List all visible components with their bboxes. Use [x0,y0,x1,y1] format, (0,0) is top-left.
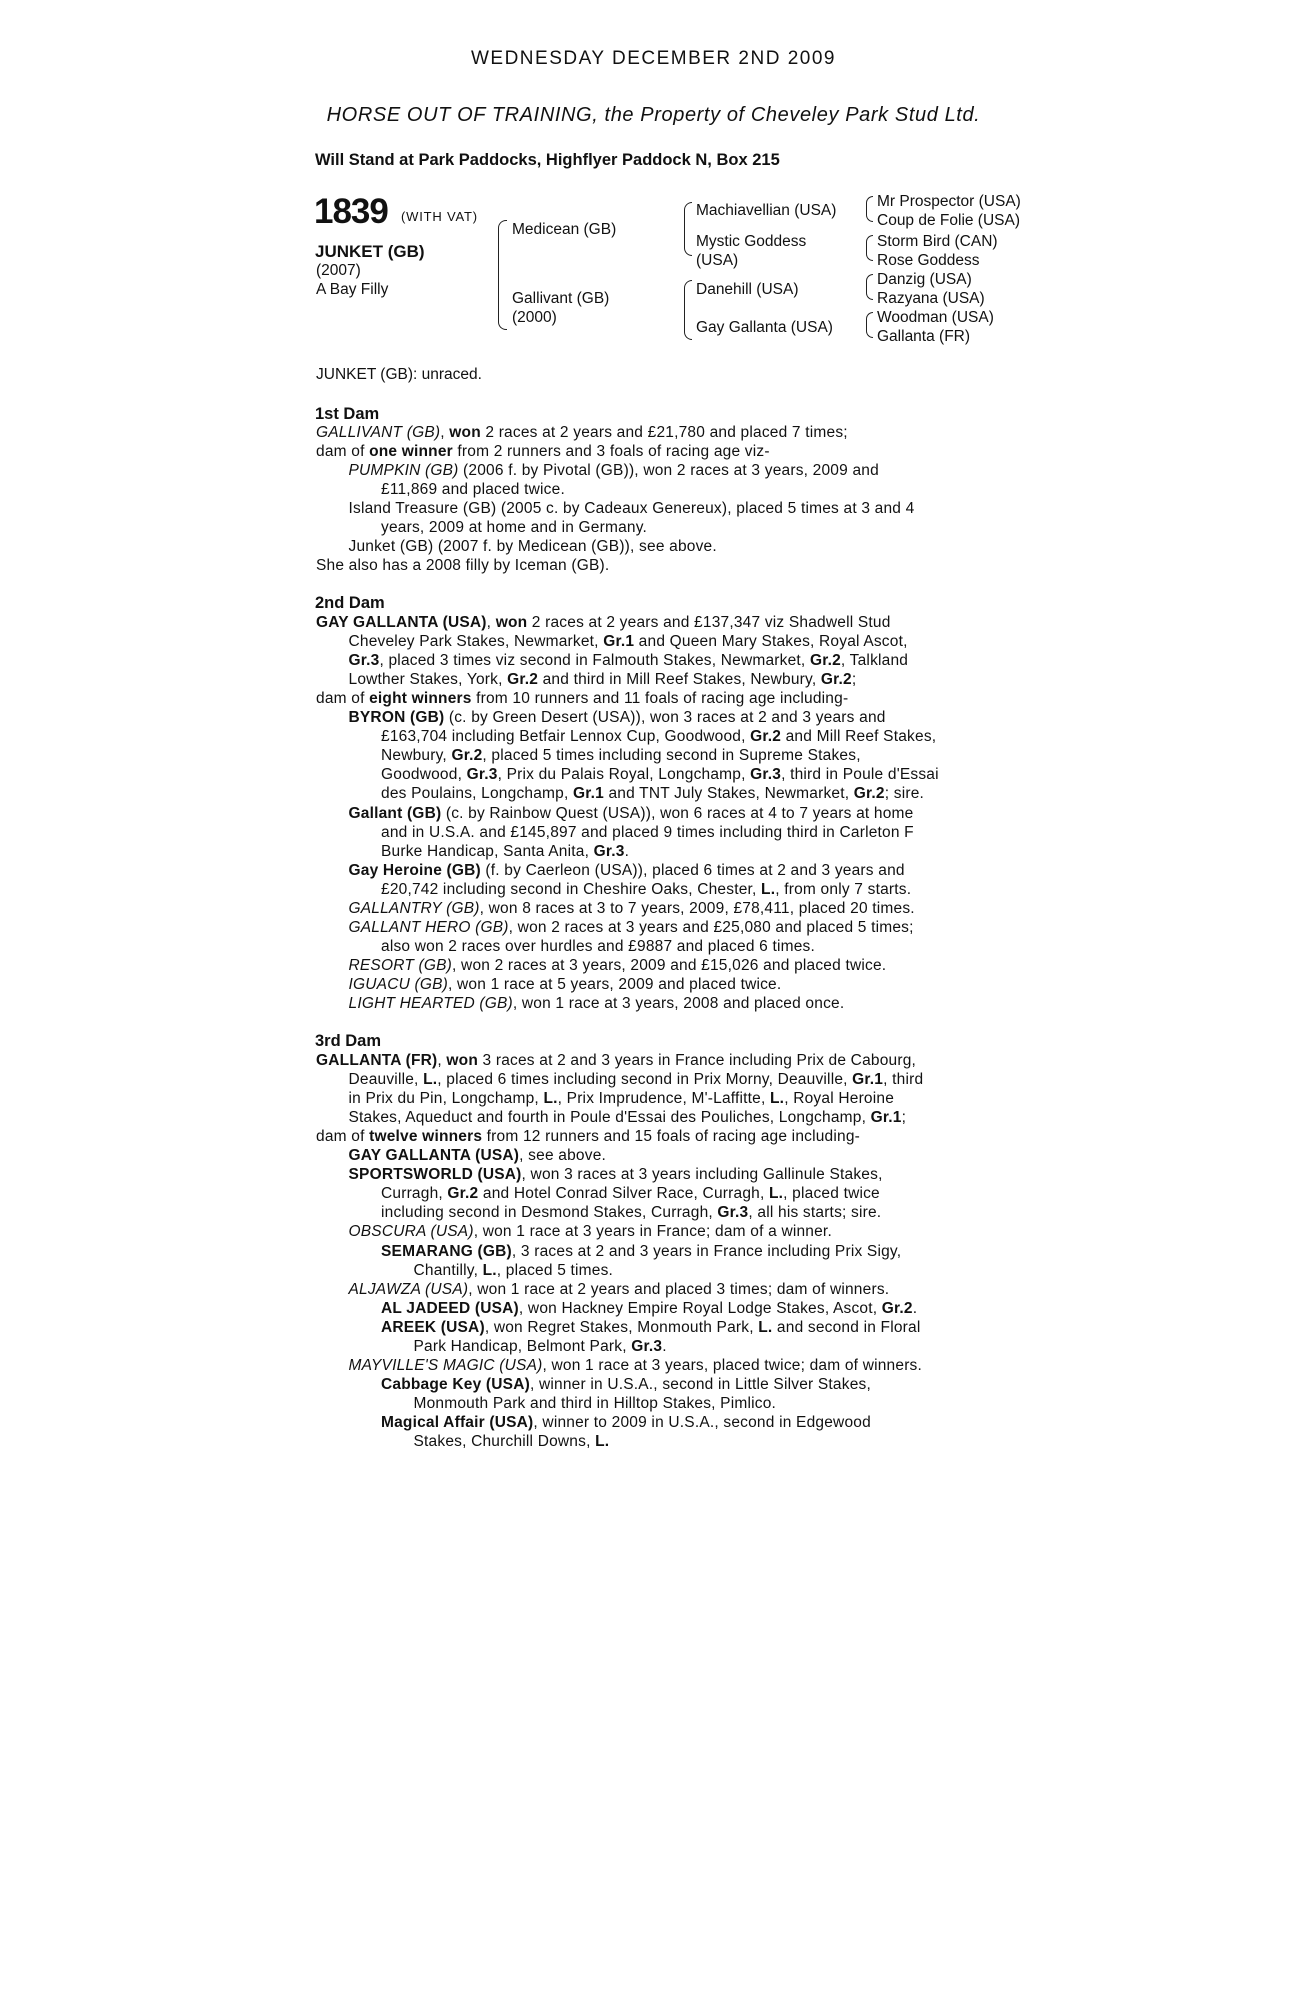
pedigree-brace [684,280,692,340]
pedigree-gen3: Coup de Folie (USA) [877,212,1021,229]
date-header: WEDNESDAY DECEMBER 2ND 2009 [470,48,836,69]
pedigree-gen3: Rose Goddess [877,252,980,269]
second-dam-line: LIGHT HEARTED (GB), won 1 race at 3 years, 2008 and placed once. [348,995,845,1012]
first-dam-line: Island Treasure (GB) (2005 c. by Cadeaux Genereux), placed 5 times at 3 and 4 [348,500,915,518]
second-dam-line: Gr.3, placed 3 times viz second in Falmouth Stakes, Newmarket, Gr.2, Talkland [348,652,909,670]
third-dam-line: Curragh, Gr.2 and Hotel Conrad Silver Race, Curragh, L., placed twice [381,1185,880,1203]
third-dam-line: Monmouth Park and third in Hilltop Stakes, Pimlico. [413,1394,777,1412]
third-dam-line: GALLANTA (FR), won 3 races at 2 and 3 years in France including Prix de Cabourg, [316,1052,917,1069]
second-dam-line: IGUACU (GB), won 1 race at 5 years, 2009 and placed twice. [348,975,782,993]
pedigree-dam: Gallivant (GB) [512,290,610,307]
second-dam-line: dam of eight winners from 10 runners and 11 foals of racing age including- [316,690,849,708]
second-dam-heading: 2nd Dam [315,594,385,612]
second-dam-line: Gay Heroine (GB) (f. by Caerleon (USA)), placed 6 times at 2 and 3 years and [348,861,905,879]
second-dam-line: also won 2 races over hurdles and £9887 and placed 6 times. [381,937,816,955]
third-dam-line: Cabbage Key (USA), winner in U.S.A., second in Little Silver Stakes, [381,1375,871,1393]
second-dam-line: £20,742 including second in Cheshire Oaks, Chester, L., from only 7 starts. [381,880,912,898]
second-dam-line: BYRON (GB) (c. by Green Desert (USA)), won 3 races at 2 and 3 years and [348,709,886,727]
pedigree-brace [866,196,873,222]
pedigree-gen3: Razyana (USA) [877,290,985,307]
unraced-note: JUNKET (GB): unraced. [316,366,482,383]
pedigree-sire: Medicean (GB) [512,221,617,238]
first-dam-line: PUMPKIN (GB) (2006 f. by Pivotal (GB)), won 2 races at 3 years, 2009 and [348,462,879,480]
second-dam-line: £163,704 including Betfair Lennox Cup, Goodwood, Gr.2 and Mill Reef Stakes, [381,728,937,746]
second-dam-line: Goodwood, Gr.3, Prix du Palais Royal, Longchamp, Gr.3, third in Poule d'Essai [381,766,939,784]
second-dam-line: Gallant (GB) (c. by Rainbow Quest (USA)), won 6 races at 4 to 7 years at home [348,804,914,822]
pedigree-brace [866,312,873,338]
pedigree-brace [866,235,873,261]
third-dam-line: Chantilly, L., placed 5 times. [413,1261,614,1279]
pedigree-gen3: Mr Prospector (USA) [877,193,1021,210]
pedigree-brace [866,274,873,300]
lot-title: HORSE OUT OF TRAINING, the Property of Cheveley Park Stud Ltd. [326,104,981,126]
pedigree-gen2: Mystic Goddess [696,233,807,250]
second-dam-line: Lowther Stakes, York, Gr.2 and third in Mill Reef Stakes, Newbury, Gr.2; [348,671,857,689]
third-dam-line: Magical Affair (USA), winner to 2009 in U.S.A., second in Edgewood [381,1413,871,1431]
pedigree-gen3: Gallanta (FR) [877,328,971,345]
second-dam-line: RESORT (GB), won 2 races at 3 years, 2009 and £15,026 and placed twice. [348,956,887,974]
horse-name: JUNKET (GB) [315,242,425,261]
third-dam-line: Stakes, Churchill Downs, L. [413,1433,610,1450]
third-dam-line: Park Handicap, Belmont Park, Gr.3. [413,1337,667,1355]
pedigree-gen2: Danehill (USA) [696,281,799,298]
first-dam-line: GALLIVANT (GB), won 2 races at 2 years and £21,780 and placed 7 times; [316,424,848,441]
third-dam-line: ALJAWZA (USA), won 1 race at 2 years and placed 3 times; dam of winners. [348,1280,890,1298]
third-dam-line: GAY GALLANTA (USA), see above. [348,1147,607,1165]
third-dam-line: Deauville, L., placed 6 times including second in Prix Morny, Deauville, Gr.1, third [348,1071,924,1089]
vat-note: (WITH VAT) [401,209,478,224]
second-dam-line: GALLANT HERO (GB), won 2 races at 3 years and £25,080 and placed 5 times; [348,918,914,936]
second-dam-line: Burke Handicap, Santa Anita, Gr.3. [381,842,630,860]
first-dam-line: £11,869 and placed twice. [381,481,565,499]
third-dam-heading: 3rd Dam [315,1032,382,1050]
horse-year: (2007) [316,262,361,279]
first-dam-line: dam of one winner from 2 runners and 3 foals of racing age viz- [316,443,770,461]
pedigree-gen2: (USA) [696,252,739,269]
second-dam-line: Cheveley Park Stakes, Newmarket, Gr.1 and Queen Mary Stakes, Royal Ascot, [348,633,908,651]
pedigree-gen2: Gay Gallanta (USA) [696,319,833,336]
third-dam-line: OBSCURA (USA), won 1 race at 3 years in France; dam of a winner. [348,1223,832,1241]
third-dam-line: SEMARANG (GB), 3 races at 2 and 3 years in France including Prix Sigy, [381,1242,902,1260]
third-dam-line: including second in Desmond Stakes, Curragh, Gr.3, all his starts; sire. [381,1204,882,1222]
second-dam-line: des Poulains, Longchamp, Gr.1 and TNT July Stakes, Newmarket, Gr.2; sire. [381,785,925,803]
pedigree-gen3: Storm Bird (CAN) [877,233,998,250]
third-dam-line: dam of twelve winners from 12 runners and 15 foals of racing age including- [316,1128,861,1146]
pedigree-gen2: Machiavellian (USA) [696,202,837,219]
first-dam-line: years, 2009 at home and in Germany. [381,519,648,537]
horse-description: A Bay Filly [316,281,389,298]
third-dam-line: SPORTSWORLD (USA), won 3 races at 3 years including Gallinule Stakes, [348,1166,883,1184]
first-dam-heading: 1st Dam [315,405,380,423]
pedigree-gen3: Woodman (USA) [877,309,994,326]
second-dam-line: GAY GALLANTA (USA), won 2 races at 2 years and £137,347 viz Shadwell Stud [316,614,891,631]
second-dam-line: Newbury, Gr.2, placed 5 times including second in Supreme Stakes, [381,747,861,765]
pedigree-dam-year: (2000) [512,309,557,326]
second-dam-line: GALLANTRY (GB), won 8 races at 3 to 7 years, 2009, £78,411, placed 20 times. [348,899,915,917]
third-dam-line: Stakes, Aqueduct and fourth in Poule d'Essai des Pouliches, Longchamp, Gr.1; [348,1109,907,1127]
pedigree-gen3: Danzig (USA) [877,271,972,288]
first-dam-line: Junket (GB) (2007 f. by Medicean (GB)), see above. [348,538,717,556]
pedigree-brace [684,202,692,256]
third-dam-line: in Prix du Pin, Longchamp, L., Prix Imprudence, M'-Laffitte, L., Royal Heroine [348,1090,895,1108]
third-dam-line: AREEK (USA), won Regret Stakes, Monmouth Park, L. and second in Floral [381,1318,921,1336]
first-dam-line: She also has a 2008 filly by Iceman (GB). [316,557,610,575]
third-dam-line: MAYVILLE'S MAGIC (USA), won 1 race at 3 years, placed twice; dam of winners. [348,1356,923,1374]
lot-number: 1839 [314,192,388,231]
stand-location: Will Stand at Park Paddocks, Highflyer Paddock N, Box 215 [315,151,780,169]
second-dam-line: and in U.S.A. and £145,897 and placed 9 times including third in Carleton F [381,823,914,841]
third-dam-line: AL JADEED (USA), won Hackney Empire Royal Lodge Stakes, Ascot, Gr.2. [381,1299,918,1317]
pedigree-brace [498,220,507,330]
